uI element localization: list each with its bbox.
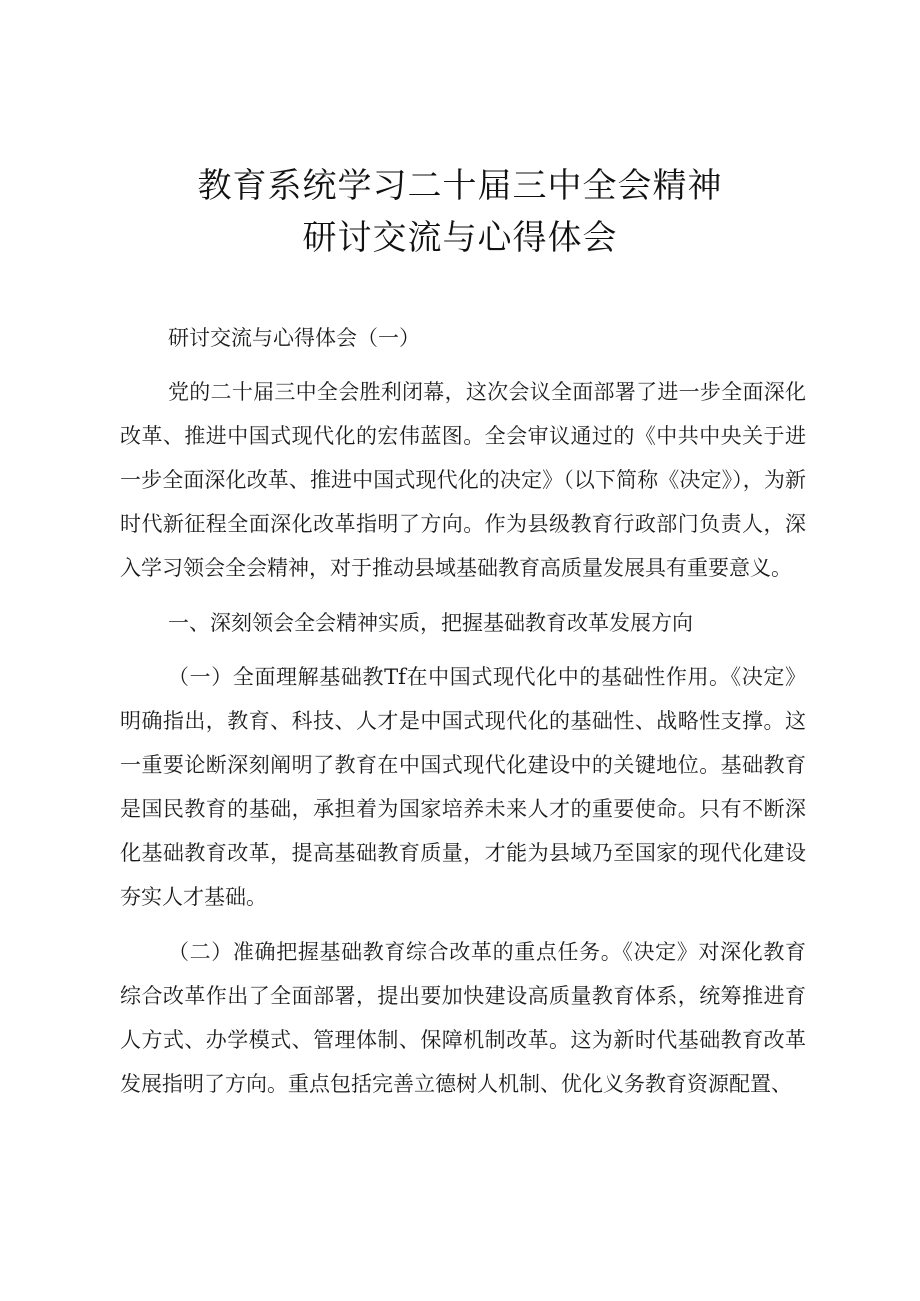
section-label: 研讨交流与心得体会（一） <box>168 326 420 350</box>
document-body <box>120 316 806 1117</box>
title-line-2: 研讨交流与心得体会 <box>302 218 618 258</box>
title-line-1: 教育系统学习二十届三中全会精神 <box>197 166 723 206</box>
paragraph-intro: 党的二十届三中全会胜利闭幕，这次会议全面部署了进一步全面深化改革、推进中国式现代化的宏伟蓝图。全会审议通过的《中共中央关于进一步全面深化改革、推进中国式现代化的决定》（以下简称《决定》），为新时代新征程全面深化改革指明了方向。作为县级教育行政部门负责人，深入学习领会全会精神，对于推动县域基础教育高质量发展具有重要意义。 <box>120 380 806 580</box>
paragraph-item-2: （二）准确把握基础教育综合改革的重点任务。《决定》对深化教育综合改革作出了全面部署，提出要加快建设高质量教育体系，统筹推进育人方式、办学模式、管理体制、保障机制改革。这为新时代基础教育改革发展指明了方向。重点包括完善立德树人机制、优化义务教育资源配置、 <box>120 940 806 1096</box>
heading-section-1: 一、深刻领会全会精神实质，把握基础教育改革发展方向 <box>168 611 693 635</box>
paragraph-item-1: （一）全面理解基础教Tf在中国式现代化中的基础性作用。《决定》明确指出，教育、科技、人才是中国式现代化的基础性、战略性支撑。这一重要论断深刻阐明了教育在中国式现代化建设中的关键地位。基础教育是国民教育的基础，承担着为国家培养未来人才的重要使命。只有不断深化基础教育改革，提高基础教育质量，才能为县域乃至国家的现代化建设夯实人才基础。 <box>120 665 806 909</box>
document-title <box>0 160 920 264</box>
